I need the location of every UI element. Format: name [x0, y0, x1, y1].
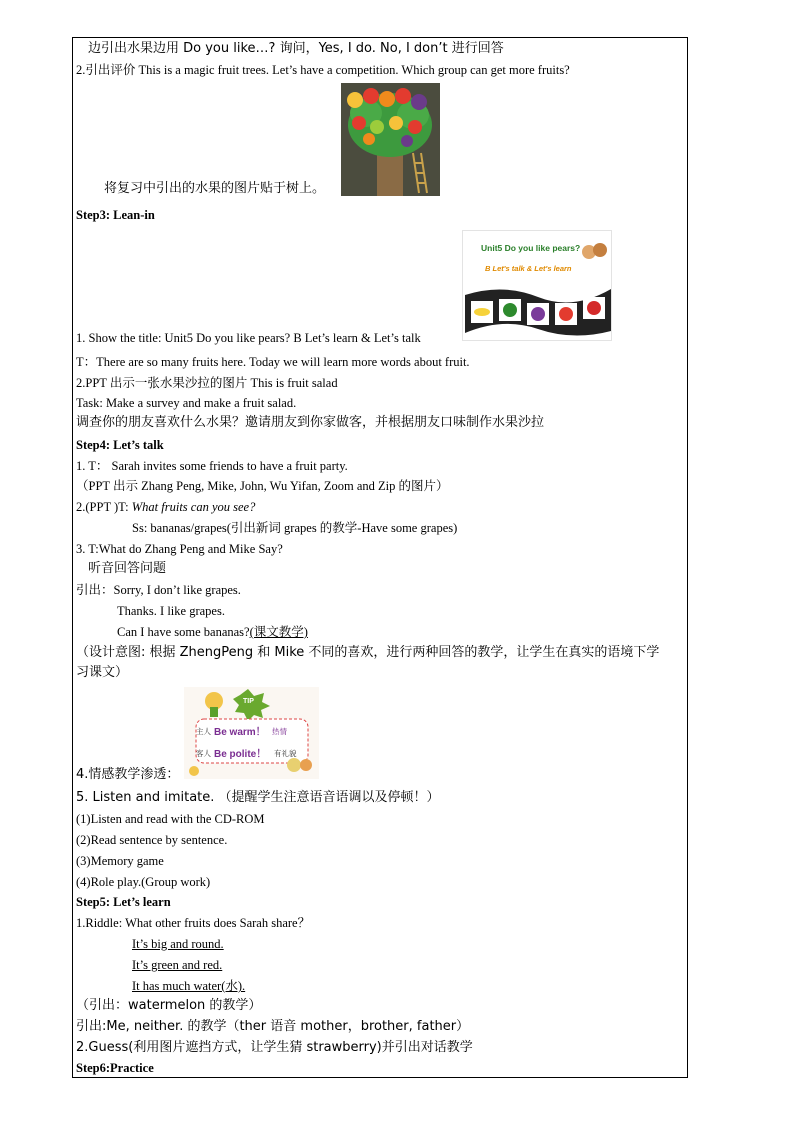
tip-host-cn: 热情	[272, 727, 287, 736]
tip-guest-cn: 有礼貌	[274, 749, 297, 758]
tip-badge: TIP	[243, 698, 254, 705]
text-line: Thanks. I like grapes.	[117, 604, 225, 618]
text-line: T：There are so many fruits here. Today we will learn more words about fruit.	[76, 355, 470, 369]
tip-image	[184, 687, 319, 779]
banner-subtitle: B Let's talk & Let's learn	[485, 264, 572, 273]
text-line: 4.情感教学渗透：	[76, 767, 180, 782]
banner-title: Unit5 Do you like pears?	[481, 243, 581, 253]
text-line: 3. T:What do Zhang Peng and Mike Say?	[76, 542, 283, 556]
text-line: 引出:Me, neither. 的教学（ther 语音 mother，brother, father）	[76, 1019, 470, 1034]
text-line: 引出：Sorry, I don’t like grapes.	[76, 583, 241, 597]
text-line: 习课文）	[76, 665, 129, 680]
text-line: Task: Make a survey and make a fruit salad.	[76, 396, 297, 410]
text-line: 边引出水果边用 Do you like…? 询问，Yes, I do. No, I don’t 进行回答	[88, 41, 504, 56]
step-heading: Step6:Practice	[76, 1061, 154, 1075]
text-line: It has much water(水).	[132, 979, 246, 993]
text-span-italic: What fruits can you see?	[131, 500, 256, 514]
tip-host-prefix: 主人	[196, 727, 211, 736]
text-line: 调查你的朋友喜欢什么水果？邀请朋友到你家做客，并根据朋友口味制作水果沙拉	[76, 415, 545, 430]
text-line: （PPT 出示 Zhang Peng, Mike, John, Wu Yifan, Zoom and Zip 的图片）	[76, 479, 449, 493]
step-heading: Step5: Let’s learn	[76, 895, 171, 909]
tip-guest-text: Be polite！	[214, 749, 267, 760]
step-heading: Step4: Let’s talk	[76, 438, 164, 452]
tip-guest-prefix: 客人	[196, 749, 211, 758]
text-line: It’s big and round.	[132, 937, 224, 951]
text-line: 5. Listen and imitate. （提醒学生注意语音语调以及停顿！）	[76, 790, 440, 805]
text-line	[117, 624, 308, 640]
text-line: (1)Listen and read with the CD-ROM	[76, 812, 265, 826]
text-line: 2.Guess(利用图片遮挡方式，让学生猜 strawberry)并引出对话教学	[76, 1040, 473, 1055]
text-line: （引出：watermelon 的教学）	[76, 998, 262, 1013]
step-heading: Step3: Lean-in	[76, 208, 155, 222]
text-line: 1. Show the title: Unit5 Do you like pears? B Let’s learn & Let’s talk	[76, 331, 421, 345]
text-line: 2.引出评价 This is a magic fruit trees. Let’s have a competition. Which group can get more fruits?	[76, 63, 570, 77]
text-line: (3)Memory game	[76, 854, 164, 868]
text-span: Can I have some bananas?	[117, 625, 250, 639]
text-line: Ss: bananas/grapes(引出新词 grapes 的教学-Have some grapes)	[132, 521, 458, 535]
text-span: 2.(PPT )T:	[76, 500, 132, 514]
text-line: 将复习中引出的水果的图片贴于树上。	[104, 181, 326, 196]
text-line	[76, 499, 255, 515]
tip-host-text: Be warm！	[214, 727, 266, 738]
text-line: (2)Read sentence by sentence.	[76, 833, 228, 847]
text-line: (4)Role play.(Group work)	[76, 875, 211, 889]
unit-banner-image	[462, 230, 612, 341]
text-line: 2.PPT 出示一张水果沙拉的图片 This is fruit salad	[76, 376, 338, 390]
text-span-underline: (课文教学)	[249, 625, 308, 639]
text-line: 听音回答问题	[88, 561, 167, 576]
text-line: （设计意图: 根据 ZhengPeng 和 Mike 不同的喜欢，进行两种回答的教学，让学生在真实的语境下学	[76, 645, 660, 660]
fruit-tree-image	[341, 83, 440, 196]
text-line: 1. T： Sarah invites some friends to have a fruit party.	[76, 459, 348, 473]
text-line: It’s green and red.	[132, 958, 223, 972]
text-line: 1.Riddle: What other fruits does Sarah share？	[76, 916, 311, 930]
